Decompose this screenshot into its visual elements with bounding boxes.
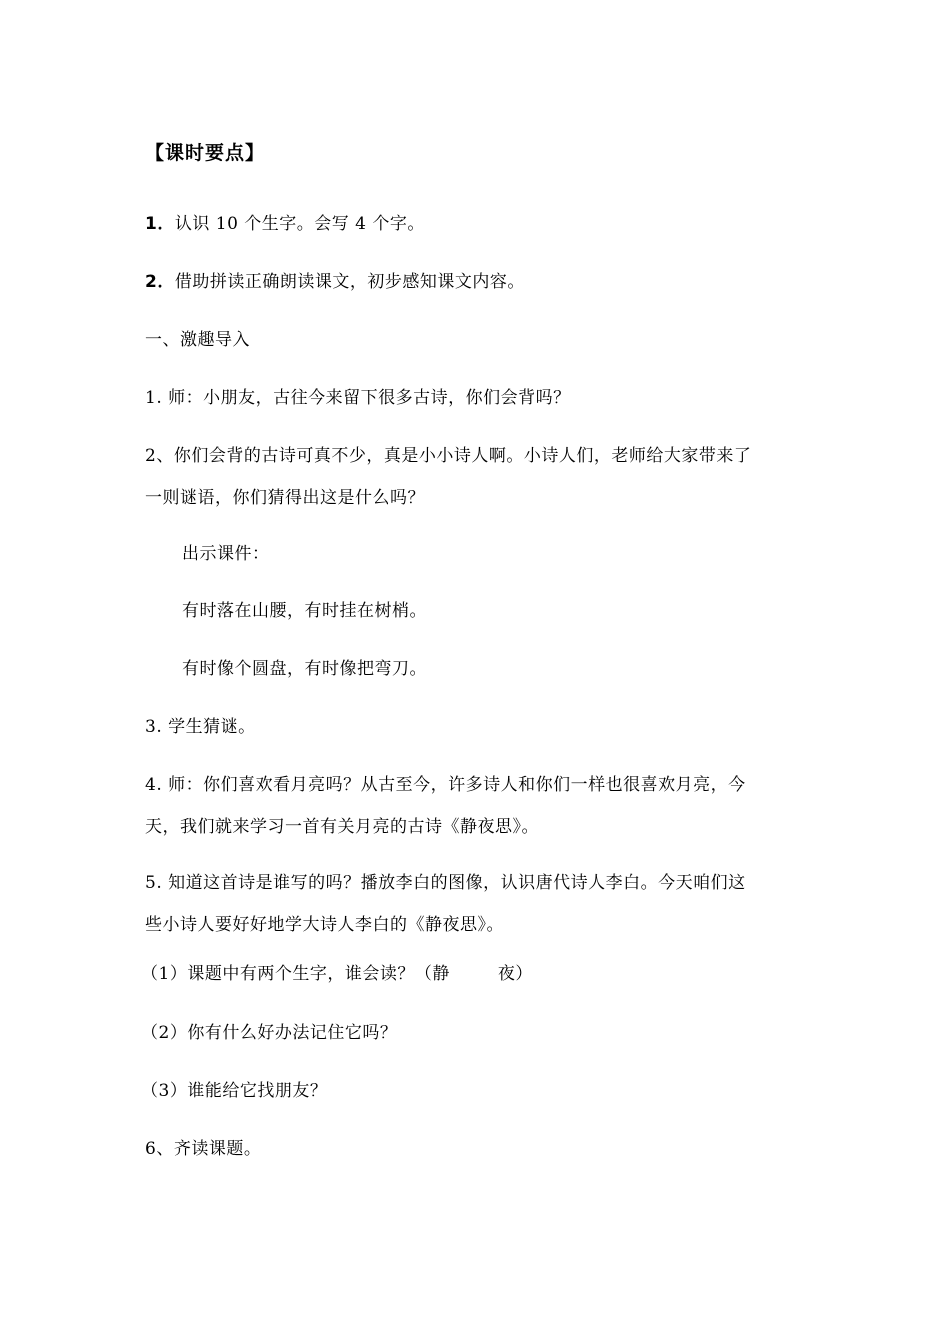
step-2-line-1: 2、你们会背的古诗可真不少，真是小小诗人啊。小诗人们，老师给大家带来了 bbox=[145, 446, 752, 466]
part-heading: 一、激趣导入 bbox=[145, 330, 250, 350]
key-point-number: 2． bbox=[145, 272, 175, 292]
key-point-text: 认识 10 个生字。会写 4 个字。 bbox=[174, 214, 425, 234]
question-1-suffix: 夜） bbox=[497, 964, 533, 984]
riddle-line-2: 有时像个圆盘，有时像把弯刀。 bbox=[182, 659, 427, 679]
question-1 bbox=[141, 962, 533, 986]
key-point-text: 借助拼读正确朗读课文，初步感知课文内容。 bbox=[174, 272, 525, 292]
step-1: 1. 师：小朋友，古往今来留下很多古诗，你们会背吗？ bbox=[145, 388, 571, 408]
question-1-prefix: （1）课题中有两个生字，谁会读？（静 bbox=[141, 964, 450, 984]
key-point-number: 1． bbox=[145, 214, 175, 234]
question-3: （3）谁能给它找朋友？ bbox=[141, 1081, 328, 1101]
step-2-line-2: 一则谜语，你们猜得出这是什么吗？ bbox=[145, 488, 425, 508]
question-2: （2）你有什么好办法记住它吗？ bbox=[141, 1023, 398, 1043]
step-5-line-2: 些小诗人要好好地学大诗人李白的《静夜思》。 bbox=[145, 915, 504, 935]
key-point-2 bbox=[145, 270, 525, 294]
key-point-1 bbox=[145, 212, 425, 236]
riddle-line-1: 有时落在山腰，有时挂在树梢。 bbox=[182, 601, 427, 621]
courseware-label: 出示课件： bbox=[182, 544, 270, 564]
step-4-line-1: 4. 师：你们喜欢看月亮吗？从古至今，许多诗人和你们一样也很喜欢月亮，今 bbox=[145, 775, 746, 795]
step-5-line-1: 5. 知道这首诗是谁写的吗？播放李白的图像，认识唐代诗人李白。今天咱们这 bbox=[145, 873, 746, 893]
section-title: 【课时要点】 bbox=[145, 142, 266, 164]
step-4-line-2: 天，我们就来学习一首有关月亮的古诗《静夜思》。 bbox=[145, 817, 539, 837]
step-6: 6、齐读课题。 bbox=[145, 1139, 262, 1159]
step-3: 3. 学生猜谜。 bbox=[145, 717, 256, 737]
